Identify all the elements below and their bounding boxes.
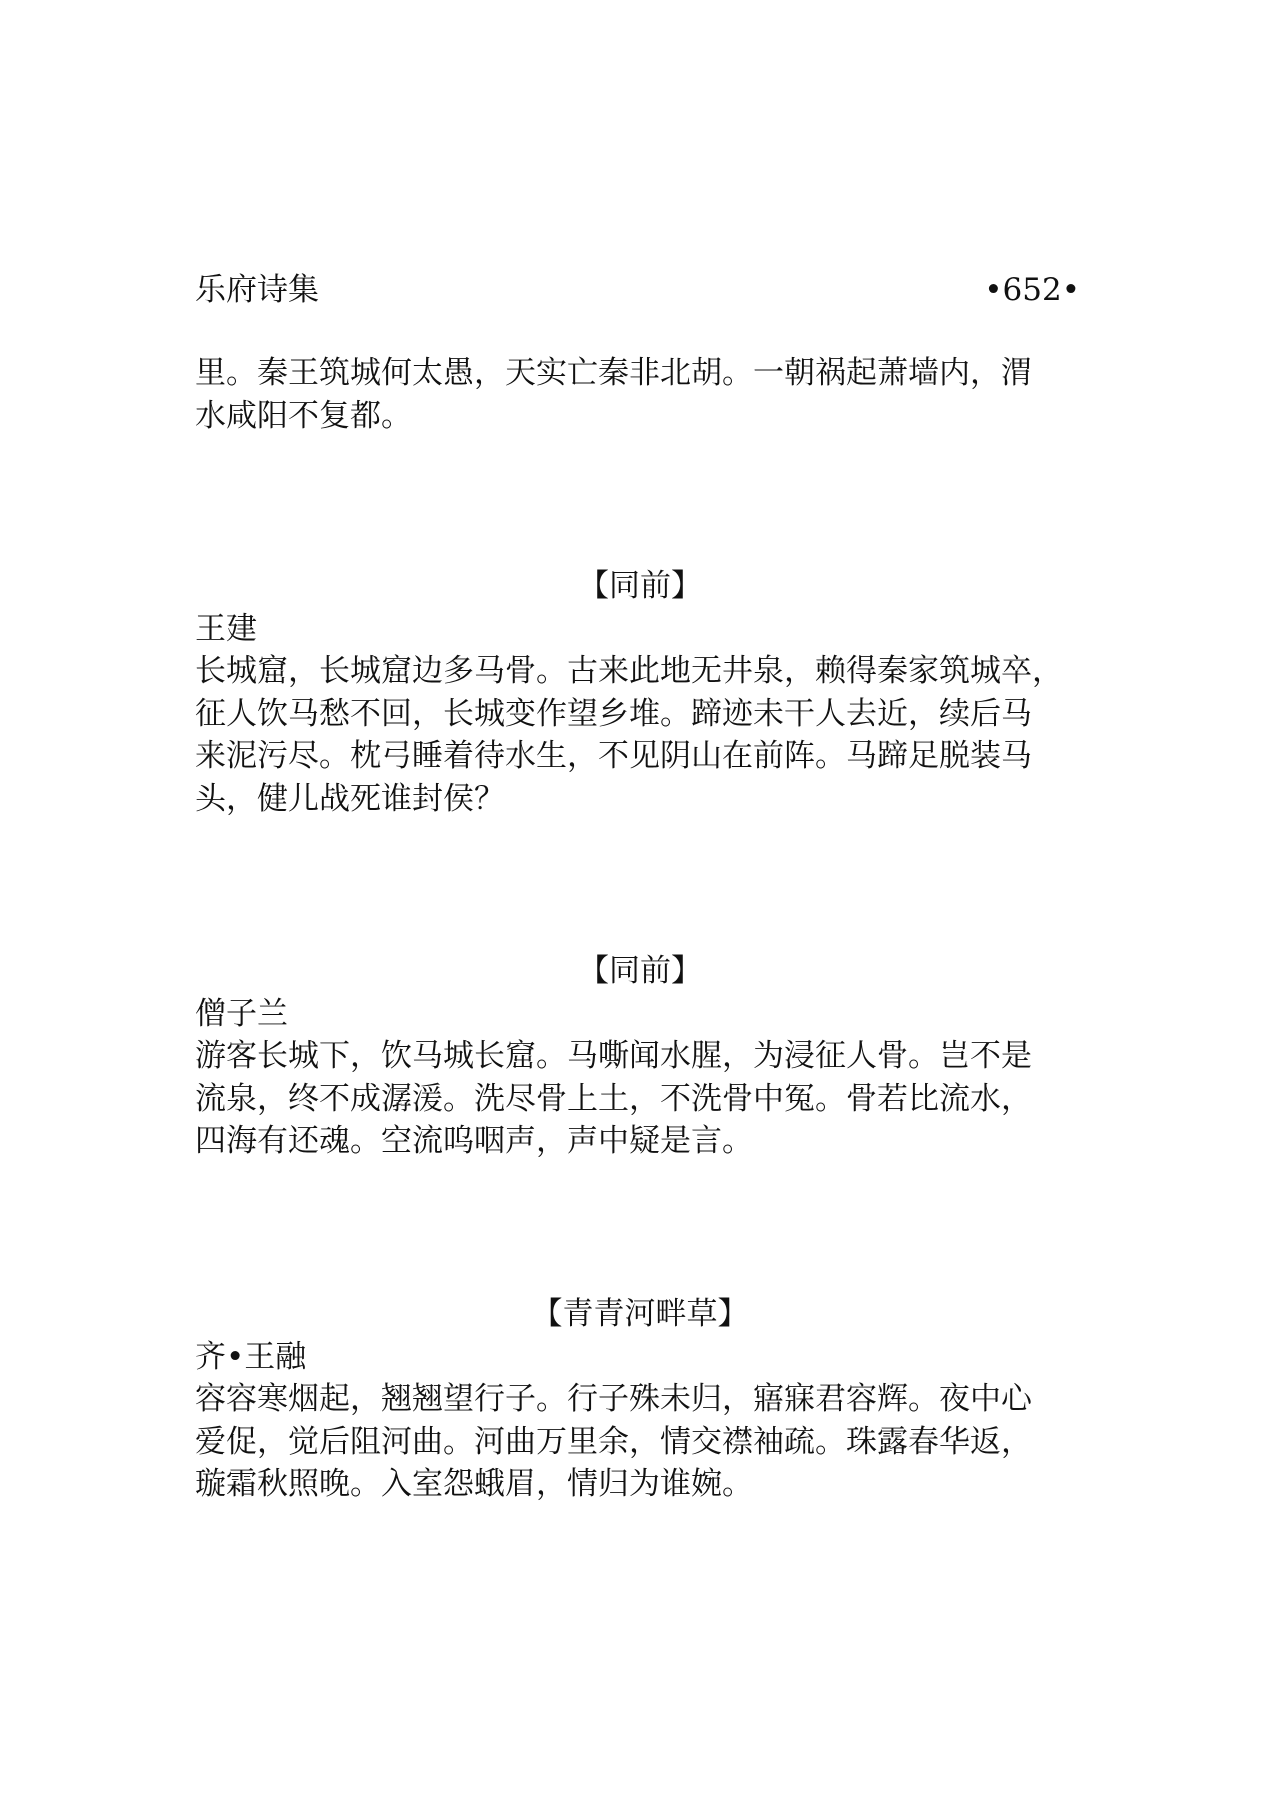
poem-line: 爱促，觉后阻河曲。河曲万里余，情交襟袖疏。珠露春华返， [195, 1423, 1032, 1460]
poem-author: 齐•王融 [195, 1338, 307, 1375]
book-title: 乐府诗集 [195, 272, 319, 308]
poem-author: 王建 [195, 610, 257, 647]
text-line: 水咸阳不复都。 [195, 397, 412, 434]
poem-title: 【青青河畔草】 [531, 1296, 749, 1332]
text-line: 里。秦王筑城何太愚，天实亡秦非北胡。一朝祸起萧墙内，渭 [195, 355, 1032, 391]
poem-title: 【同前】 [578, 568, 702, 604]
poem-section [195, 565, 1085, 820]
poem-section [195, 1293, 1085, 1506]
page-header [195, 268, 1080, 312]
poem-line: 流泉，终不成潺湲。洗尽骨上土，不洗骨中冤。骨若比流水， [195, 1080, 1032, 1117]
poem-line: 征人饮马愁不回，长城变作望乡堆。蹄迹未干人去近，续后马 [195, 695, 1032, 732]
poem-line: 容容寒烟起，翘翘望行子。行子殊未归，寤寐君容辉。夜中心 [195, 1381, 1032, 1417]
poem-author: 僧子兰 [195, 995, 288, 1032]
poem-line: 长城窟，长城窟边多马骨。古来此地无井泉，赖得秦家筑城卒， [195, 653, 1063, 689]
poem-line: 游客长城下，饮马城长窟。马嘶闻水腥，为浸征人骨。岂不是 [195, 1038, 1032, 1074]
poem-line: 来泥污尽。枕弓睡着待水生，不见阴山在前阵。马蹄足脱装马 [195, 738, 1032, 774]
poem-line: 四海有还魂。空流呜咽声，声中疑是言。 [195, 1123, 753, 1159]
page-number: •652• [984, 272, 1080, 308]
poem-line: 头，健儿战死谁封侯？ [195, 780, 505, 817]
continuation-text [195, 352, 1085, 437]
poem-line: 璇霜秋照晚。入室怨蛾眉，情归为谁婉。 [195, 1466, 753, 1502]
poem-section [195, 950, 1085, 1163]
poem-title: 【同前】 [578, 953, 702, 989]
